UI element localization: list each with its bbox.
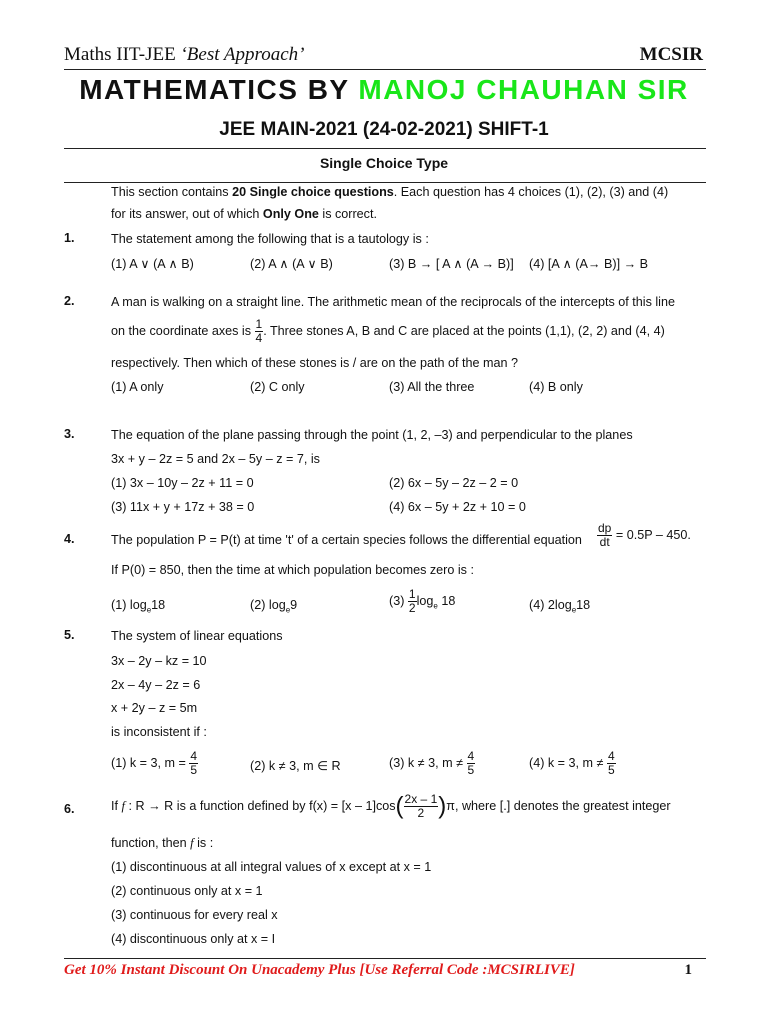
option-text: (2) log [250,598,286,612]
option-text: log [416,593,434,608]
option-2: (2) continuous only at x = 1 [111,884,263,898]
intro-text: is correct. [318,207,377,221]
function-symbol: f [121,798,125,813]
title-name: MANOJ CHAUHAN SIR [358,74,689,105]
question-text: The system of linear equations [111,629,283,643]
option-text: (4) k = 3, m ≠ [529,755,604,770]
option-3: (3) B → [ A ∧ (A → B)] [389,257,514,271]
equation-1: 3x – 2y – kz = 10 [111,654,207,668]
fraction-numerator: 1 [255,317,263,331]
question-text: If [111,798,122,813]
page-number: 1 [684,962,692,978]
function-expression: f(x) = [x – 1]cos [309,798,396,813]
footer-rule [64,958,706,959]
function-symbol: f [190,836,194,850]
intro-text: for its answer, out of which [111,207,263,221]
derivative-expression [597,522,691,549]
option-text: (1) log [111,598,147,612]
fraction [607,750,616,777]
fraction-denominator: 2 [417,806,425,820]
question-number: 1. [64,231,75,245]
question-text-line-2: is inconsistent if : [111,725,207,739]
fraction [189,750,198,777]
question-text: is : [193,836,214,850]
option-2 [250,597,297,619]
option-2: (2) C only [250,380,305,394]
question-number: 3. [64,427,75,441]
question-text: The statement among the following that is a tautology is : [111,232,429,246]
intro-text: . Each question has 4 choices (1), (2), (3) and (4) [393,185,669,199]
question-text: where [.] denotes the greatest integer [458,798,671,813]
header-left-italic: ‘Best Approach’ [180,44,305,65]
fraction-denominator: 5 [607,763,615,777]
question-number: 6. [64,802,75,816]
header-right: MCSIR [639,44,703,65]
question-text-line-2 [111,318,665,345]
option-2: (2) k ≠ 3, m ∈ R [250,759,341,773]
question-number: 2. [64,294,75,308]
option-2: (2) A ∧ (A ∨ B) [250,257,333,271]
fraction-denominator: dt [599,535,610,549]
option-3 [389,750,475,777]
fraction-denominator: 5 [190,763,198,777]
footer-promo: Get 10% Instant Discount On Unacademy Plus [Use Referral Code :MCSIRLIVE] [64,962,575,978]
fraction-denominator: 4 [255,331,263,345]
fraction-denominator: 2 [408,601,416,615]
paren-open: ( [395,792,404,820]
option-1: (1) A ∨ (A ∧ B) [111,257,194,271]
question-text: : R → R is a function defined by [125,798,310,813]
intro-line-2 [111,206,377,222]
option-3: (3) All the three [389,380,475,394]
subscript: e [571,605,577,615]
section-rule-top [64,148,706,149]
option-4: (4) B only [529,380,583,394]
fraction-numerator: 2x – 1 [404,792,438,806]
option-text: 18 [576,598,591,612]
question-text: = 0.5P – 450. [615,527,691,542]
exam-subtitle: JEE MAIN-2021 (24-02-2021) SHIFT-1 [219,119,549,140]
fraction [408,588,417,615]
fraction-numerator: 4 [607,749,615,763]
option-text: 18 [151,598,166,612]
equation-3: x + 2y – z = 5m [111,701,198,715]
question-number: 5. [64,628,75,642]
section-rule-bottom [64,182,706,183]
question-text: The equation of the plane passing through the point (1, 2, –3) and perpendicular to the planes [111,428,633,442]
intro-text: This section contains [111,185,233,199]
intro-bold-only-one: Only One [262,207,319,221]
subscript: e [433,601,438,611]
option-1: (1) 3x – 10y – 2z + 11 = 0 [111,476,254,490]
fraction [404,793,439,820]
header-rule [64,69,706,70]
pi-symbol: π, [446,798,459,813]
option-1: (1) A only [111,380,164,394]
subscript: e [146,605,152,615]
option-1 [111,750,198,777]
intro-bold-count: 20 Single choice questions [232,185,394,199]
option-3 [389,588,455,615]
section-heading: Single Choice Type [319,155,449,171]
subscript: e [285,605,291,615]
page-title [0,74,768,106]
option-4 [529,597,590,619]
question-text: . Three stones A, B and C are placed at the points (1,1), (2, 2) and (4, 4) [263,323,665,338]
paren-close: ) [438,792,447,820]
option-text: 18 [437,593,456,608]
question-text: function, then [111,836,191,850]
option-1: (1) discontinuous at all integral values of x except at x = 1 [111,860,432,874]
option-4: (4) 6x – 5y + 2z + 10 = 0 [389,500,526,514]
option-3: (3) continuous for every real x [111,908,278,922]
question-text-line-3: respectively. Then which of these stones is / are on the path of the man ? [111,356,518,370]
intro-line-1 [111,184,668,200]
question-text-line-2: 3x + y – 2z = 5 and 2x – 5y – z = 7, is [111,452,320,466]
fraction-numerator: 4 [467,749,475,763]
question-text-line-2 [111,835,213,851]
header-left [64,44,304,66]
option-text: (4) 2log [529,598,572,612]
option-text: (1) k = 3, m = [111,755,186,770]
question-text: The population P = P(t) at time 't' of a certain species follows the differential equation [111,533,582,547]
title-prefix: MATHEMATICS BY [79,74,359,105]
option-text: 9 [290,598,298,612]
fraction [597,522,612,549]
fraction-numerator: 4 [190,749,198,763]
fraction-numerator: 1 [408,587,416,601]
question-text: A man is walking on a straight line. The arithmetic mean of the reciprocals of the intercepts of this line [111,295,675,309]
option-2: (2) 6x – 5y – 2z – 2 = 0 [389,476,519,490]
option-text: (3) [389,593,405,608]
fraction-denominator: 5 [467,763,475,777]
question-number: 4. [64,532,75,546]
option-4: (4) [A ∧ (A→ B)] → B [529,257,649,271]
fraction [255,318,264,345]
question-text-line-2: If P(0) = 850, then the time at which population becomes zero is : [111,563,474,577]
option-1 [111,597,165,619]
equation-2: 2x – 4y – 2z = 6 [111,678,201,692]
option-3: (3) 11x + y + 17z + 38 = 0 [111,500,255,514]
question-text: on the coordinate axes is [111,323,252,338]
header-left-main: Maths IIT-JEE [64,44,181,65]
option-4: (4) discontinuous only at x = I [111,932,276,946]
question-text [111,793,671,820]
option-text: (3) k ≠ 3, m ≠ [389,755,464,770]
option-4 [529,750,616,777]
fraction-numerator: dp [598,521,612,535]
fraction [467,750,476,777]
